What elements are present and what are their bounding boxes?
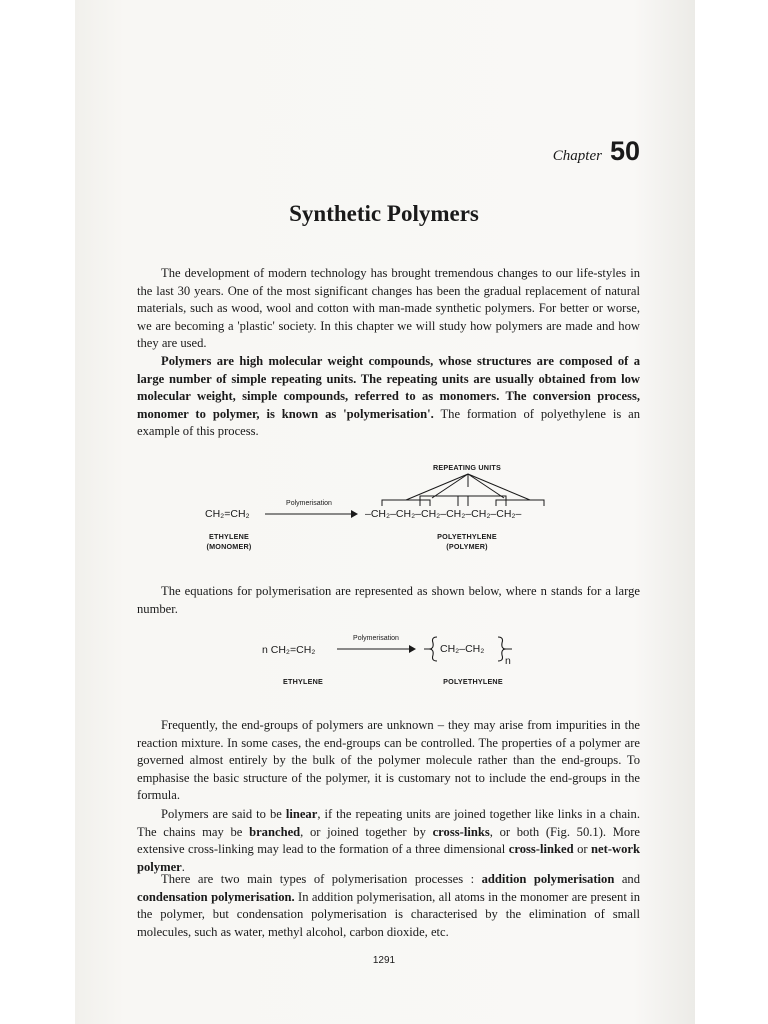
definition-bold: Polymers are high molecular weight compounds, whose structures are composed of a large number of simple repeating units. The repeating units are usually obtained from low molecular weight, simple compounds, referred to as monomers. The conversion process, monomer to polymer, is known as 'polymerisation'. [137, 354, 640, 421]
page-title: Synthetic Polymers [289, 201, 479, 226]
polymer-caption: POLYETHYLENE (POLYMER) [437, 532, 497, 551]
reactant-formula: n CH₂=CH₂ [262, 644, 316, 656]
monomer-caption: ETHYLENE (MONOMER) [206, 532, 252, 551]
definition-paragraph: Polymers are high molecular weight compounds, whose structures are composed of a large number of simple repeating units. The repeating units are usually obtained from low molecular weight, simple compounds, referred to as monomers. The conversion process, monomer to polymer, is known as 'polymerisation'. The formation of polyethylene is an example of this process. [137, 354, 641, 439]
repeating-units-label: REPEATING UNITS [433, 463, 501, 472]
polyethylene-chain: –CH₂–CH₂–CH₂–CH₂–CH₂–CH₂– [365, 508, 522, 520]
product-caption: POLYETHYLENE [443, 677, 503, 686]
chapter-label: Chapter [552, 148, 602, 164]
reactant-caption: ETHYLENE [283, 677, 323, 686]
equation-paragraph: The equations for polymerisation are represented as shown below, where n stands for a large number. [137, 584, 640, 616]
product-subscript: n [505, 655, 511, 667]
chapter-heading [553, 136, 640, 167]
polymerisation-arrow-label: Polymerisation [286, 500, 332, 507]
product-formula: CH₂–CH₂ [440, 643, 485, 655]
polymer-types-paragraph: Polymers are said to be linear, if the repeating units are joined together like links in a chain. The chains may be branched, or joined together by cross-links, or both (Fig. 50.1). More extensive cross-linking may lead to the formation of a three dimensional cross-linked or net-work polymer. [137, 807, 640, 874]
equation-arrow-label: Polymerisation [353, 635, 399, 642]
intro-paragraph: The development of modern technology has brought tremendous changes to our life-styles in the last 30 years. One of the most significant changes has been the gradual replacement of natural materials, such as wood, wool and cotton with man-made synthetic polymers. For better or worse, we are becoming a 'plastic' society. In this chapter we will study how polymers are made and how they are used. [137, 266, 640, 351]
page-number: 1291 [372, 955, 396, 966]
ethylene-formula: CH₂=CH₂ [205, 508, 250, 520]
chapter-number: 50 [609, 136, 640, 166]
end-groups-paragraph: Frequently, the end-groups of polymers are unknown – they may arise from impurities in the reaction mixture. In some cases, the end-groups can be controlled. The properties of a polymer are governed almost entirely by the bulk of the polymer molecule rather than the end-groups. To emphasise the basic structure of the polymer, it is customary not to include the end-groups in the formula. [137, 718, 640, 803]
polymerisation-types-paragraph: There are two main types of polymerisation processes : addition polymerisation and condensation polymerisation. In addition polymerisation, all atoms in the monomer are present in the polymer, but condensation polymerisation is characterised by the elimination of small molecules, such as water, methyl alcohol, carbon dioxide, etc. [137, 872, 640, 939]
